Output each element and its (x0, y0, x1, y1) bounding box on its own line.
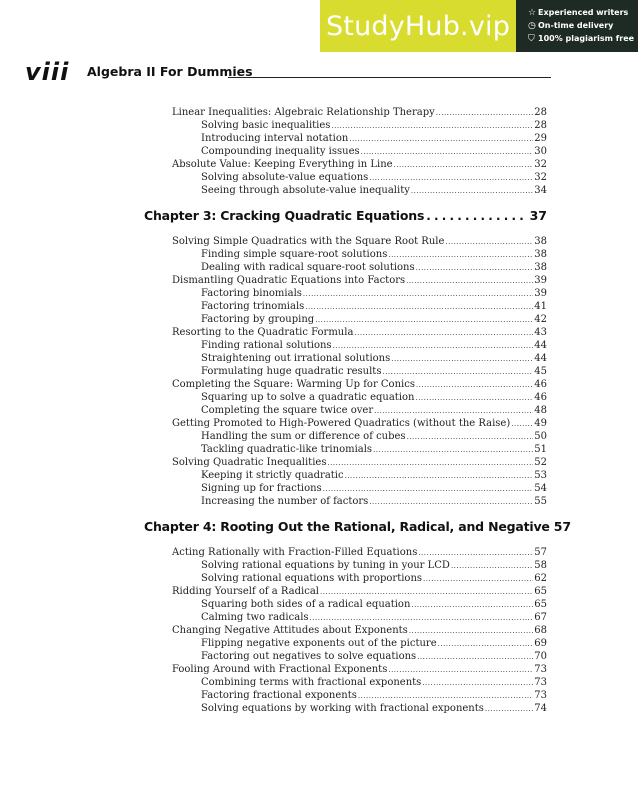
shield-check-icon: ⛉ (528, 33, 535, 44)
toc-page-number: 55 (534, 496, 547, 507)
toc-entry-title: Solving Quadratic Inequalities (172, 457, 327, 468)
toc-entry-title: Calming two radicals (201, 612, 309, 623)
toc-entry-title: Completing the square twice over (201, 405, 374, 416)
toc-page-number: 39 (534, 288, 547, 299)
toc-page-number: 38 (534, 236, 547, 247)
toc-entry-title: Keeping it strictly quadratic (201, 470, 344, 481)
toc-page-number: 57 (534, 547, 547, 558)
toc-page-number: 65 (534, 599, 547, 610)
toc-page-number: 46 (534, 379, 547, 390)
toc-page-number: 44 (534, 340, 547, 351)
toc-page-number: 45 (534, 366, 547, 377)
toc-entry-title: Solving Simple Quadratics with the Square Root Rule (172, 236, 445, 247)
toc-section-entry[interactable] (172, 274, 547, 287)
toc-entry-title: Dealing with radical square-root solutions (201, 262, 415, 273)
star-icon: ☆ (528, 7, 537, 18)
toc-subsection-entry[interactable] (201, 404, 547, 417)
toc-subsection-entry[interactable] (201, 689, 547, 702)
toc-section-entry[interactable] (172, 585, 547, 598)
toc-page-number: 41 (534, 301, 547, 312)
toc-page-number: 65 (534, 586, 547, 597)
toc-entry-title: Formulating huge quadratic results (201, 366, 382, 377)
toc-entry-title: Completing the Square: Warming Up for Conics (172, 379, 415, 390)
toc-page-number: 49 (534, 418, 547, 429)
studyhub-logo[interactable]: StudyHub.vip (320, 0, 516, 52)
toc-entry-title: Factoring by grouping (201, 314, 315, 325)
toc-subsection-entry[interactable] (201, 650, 547, 663)
toc-dot-leader (369, 496, 533, 509)
toc-entry-title: Seeing through absolute-value inequality (201, 185, 410, 196)
toc-subsection-entry[interactable] (201, 443, 547, 456)
toc-entry-title: Compounding inequality issues (201, 146, 360, 157)
toc-page-number: 38 (534, 249, 547, 260)
toc-page-number: 32 (534, 159, 547, 170)
toc-entry-title: Flipping negative exponents out of the picture (201, 638, 437, 649)
toc-dot-leader (485, 703, 533, 716)
toc-page-number: 30 (534, 146, 547, 157)
toc-entry-title: Factoring out negatives to solve equations (201, 651, 417, 662)
feature-on-time-delivery (528, 19, 638, 32)
toc-section-entry[interactable] (172, 417, 547, 430)
toc-section-entry[interactable] (172, 378, 547, 391)
toc-section-entry[interactable] (172, 235, 547, 248)
toc-subsection-entry[interactable] (201, 352, 547, 365)
toc-entry-title: Solving absolute-value equations (201, 172, 369, 183)
toc-entry-title: Chapter 4: Rooting Out the Rational, Radical, and Negative (144, 519, 550, 534)
toc-entry-title: Signing up for fractions (201, 483, 322, 494)
toc-page-number: 53 (534, 470, 547, 481)
toc-entry-title: Combining terms with fractional exponents (201, 677, 422, 688)
toc-page-number: 28 (534, 120, 547, 131)
toc-page-number: 29 (534, 133, 547, 144)
toc-entry-title: Handling the sum or difference of cubes (201, 431, 406, 442)
toc-subsection-entry[interactable] (201, 287, 547, 300)
toc-subsection-entry[interactable] (201, 482, 547, 495)
toc-page-number: 69 (534, 638, 547, 649)
toc-subsection-entry[interactable] (201, 248, 547, 261)
toc-page-number: 38 (534, 262, 547, 273)
toc-subsection-entry[interactable] (201, 559, 547, 572)
toc-section-entry[interactable] (172, 326, 547, 339)
toc-subsection-entry[interactable] (201, 261, 547, 274)
toc-entry-title: Straightening out irrational solutions (201, 353, 391, 364)
feature-label: On-time delivery (538, 21, 614, 30)
header-rule (228, 77, 551, 78)
banner-features (516, 0, 638, 52)
toc-page-number: 52 (534, 457, 547, 468)
toc-subsection-entry[interactable] (201, 184, 547, 197)
toc-page-number: 67 (534, 612, 547, 623)
toc-page-number: 44 (534, 353, 547, 364)
toc-subsection-entry[interactable] (201, 702, 547, 715)
toc-subsection-entry[interactable] (201, 300, 547, 313)
toc-chapter-entry[interactable] (144, 518, 572, 536)
toc-page-number: 34 (534, 185, 547, 196)
toc-entry-title: Tackling quadratic-like trinomials (201, 444, 373, 455)
toc-page-number: 68 (534, 625, 547, 636)
toc-subsection-entry[interactable] (201, 637, 547, 650)
promo-banner[interactable] (320, 0, 638, 52)
toc-page-number: 57 (553, 519, 572, 534)
toc-dot-leader (426, 207, 527, 225)
toc-section-entry[interactable] (172, 546, 547, 559)
toc-entry-title: Chapter 3: Cracking Quadratic Equations (144, 208, 425, 223)
toc-subsection-entry[interactable] (201, 313, 547, 326)
toc-subsection-entry[interactable] (201, 339, 547, 352)
toc-page-number: 43 (534, 327, 547, 338)
toc-subsection-entry[interactable] (201, 391, 547, 404)
toc-page-number: 70 (534, 651, 547, 662)
toc-subsection-entry[interactable] (201, 469, 547, 482)
toc-subsection-entry[interactable] (201, 132, 547, 145)
toc-entry-title: Absolute Value: Keeping Everything in Line (172, 159, 393, 170)
toc-entry-title: Acting Rationally with Fraction-Filled Equations (172, 547, 418, 558)
toc-entry-title: Linear Inequalities: Algebraic Relationship Therapy (172, 107, 435, 118)
feature-label: Experienced writers (538, 8, 629, 17)
toc-entry-title: Factoring trinomials (201, 301, 305, 312)
toc-page-number: 42 (534, 314, 547, 325)
toc-entry-title: Squaring both sides of a radical equation (201, 599, 411, 610)
toc-entry-title: Fooling Around with Fractional Exponents (172, 664, 388, 675)
toc-entry-title: Factoring fractional exponents (201, 690, 357, 701)
toc-page-number: 58 (534, 560, 547, 571)
toc-entry-title: Solving rational equations by tuning in your LCD (201, 560, 450, 571)
toc-page-number: 73 (534, 690, 547, 701)
toc-entry-title: Solving equations by working with fractional exponents (201, 703, 484, 714)
feature-experienced-writers (528, 6, 638, 19)
toc-subsection-entry[interactable] (201, 145, 547, 158)
book-title: Algebra II For Dummies (87, 64, 253, 79)
toc-page-number: 50 (534, 431, 547, 442)
toc-page-number: 73 (534, 677, 547, 688)
toc-subsection-entry[interactable] (201, 365, 547, 378)
toc-page-number: 32 (534, 172, 547, 183)
toc-page-number: 39 (534, 275, 547, 286)
toc-page-number: 73 (534, 664, 547, 675)
toc-page-number: 37 (529, 208, 547, 223)
toc-subsection-entry[interactable] (201, 119, 547, 132)
toc-page-number: 46 (534, 392, 547, 403)
toc-entry-title: Increasing the number of factors (201, 496, 369, 507)
toc-page-number: 48 (534, 405, 547, 416)
toc-section-entry[interactable] (172, 456, 547, 469)
toc-entry-title: Finding rational solutions (201, 340, 332, 351)
toc-entry-title: Solving basic inequalities (201, 120, 331, 131)
feature-label: 100% plagiarism free (538, 34, 635, 43)
toc-entry-title: Changing Negative Attitudes about Exponents (172, 625, 408, 636)
toc-section-entry[interactable] (172, 106, 547, 119)
toc-dot-leader (411, 185, 533, 198)
toc-section-entry[interactable] (172, 663, 547, 676)
toc-entry-title: Solving rational equations with proportions (201, 573, 423, 584)
toc-page-number: 51 (534, 444, 547, 455)
toc-subsection-entry[interactable] (201, 171, 547, 184)
toc-subsection-entry[interactable] (201, 676, 547, 689)
toc-subsection-entry[interactable] (201, 611, 547, 624)
toc-section-entry[interactable] (172, 158, 547, 171)
clock-icon: ◷ (528, 20, 536, 31)
toc-subsection-entry[interactable] (201, 598, 547, 611)
toc-entry-title: Getting Promoted to High-Powered Quadratics (without the Raise) (172, 418, 511, 429)
toc-page-number: 74 (534, 703, 547, 714)
toc-entry-title: Ridding Yourself of a Radical (172, 586, 319, 597)
toc-entry-title: Dismantling Quadratic Equations into Factors (172, 275, 406, 286)
toc-subsection-entry[interactable] (201, 572, 547, 585)
toc-entry-title: Introducing interval notation (201, 133, 349, 144)
toc-chapter-entry[interactable] (144, 207, 547, 225)
toc-entry-title: Factoring binomials (201, 288, 302, 299)
toc-page-number: 54 (534, 483, 547, 494)
toc-page-number: 62 (534, 573, 547, 584)
toc-entry-title: Squaring up to solve a quadratic equation (201, 392, 415, 403)
toc-section-entry[interactable] (172, 624, 547, 637)
toc-page-number: 28 (534, 107, 547, 118)
toc-subsection-entry[interactable] (201, 495, 547, 508)
toc-entry-title: Resorting to the Quadratic Formula (172, 327, 354, 338)
page-number: viii (25, 58, 70, 86)
feature-plagiarism-free (528, 32, 638, 45)
toc-subsection-entry[interactable] (201, 430, 547, 443)
toc-entry-title: Finding simple square-root solutions (201, 249, 388, 260)
